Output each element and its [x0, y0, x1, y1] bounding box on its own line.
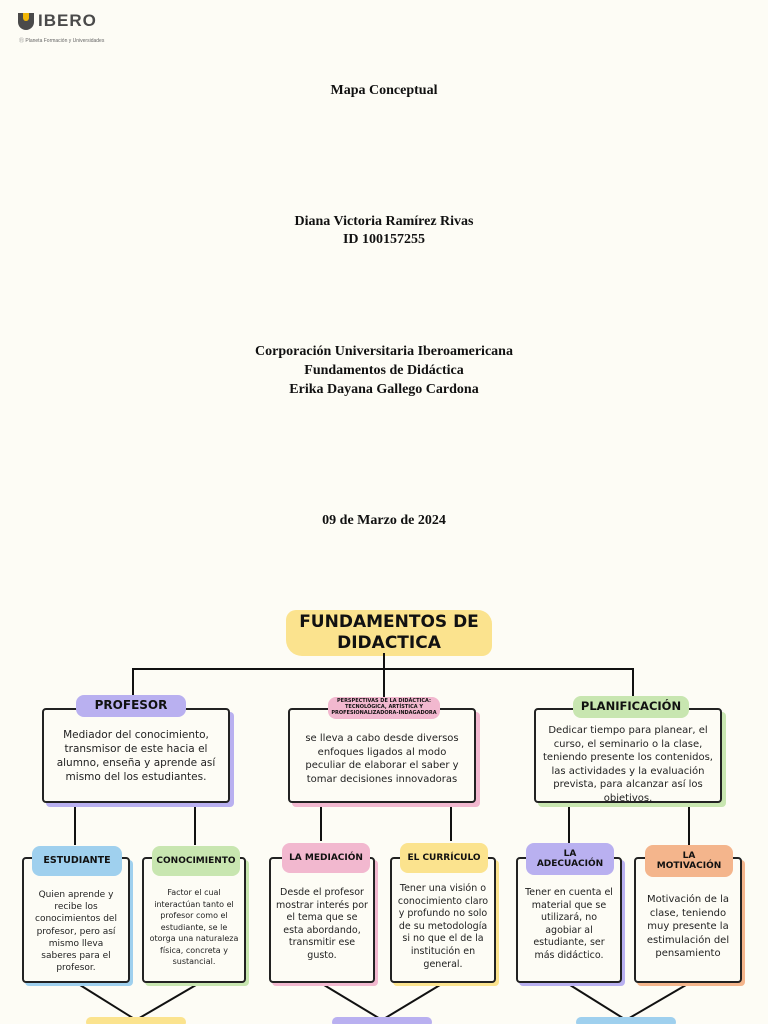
mediacion-box: Desde el profesor mostrar interés por el tema que se esta abordando, transmitir ese gusto. [269, 857, 375, 983]
map-title: FUNDAMENTOS DE DIDACTICA [299, 612, 479, 653]
connector-line [626, 985, 686, 1020]
next-node-highlight [332, 1017, 432, 1024]
connector-line [320, 803, 322, 841]
connector-line [688, 803, 690, 845]
mediacion-label: LA MEDIACIÓN [282, 843, 370, 873]
motivacion-label: LA MOTIVACIÓN [645, 845, 733, 877]
perspectivas-label: PERSPECTIVAS DE LA DIDÁCTICA: TECNOLÓGICA, ARTÍSTICA Y PROFESIONALIZADORA-INDAGADORA [328, 697, 440, 719]
connector-line [383, 653, 385, 669]
institution-name: Corporación Universitaria Iberoamericana [255, 344, 513, 359]
planificacion-box: Dedicar tiempo para planear, el curso, el seminario o la clase, teniendo presente los contenidos, las actividades y la evaluación prevista, para alcanzar así los objetivos. [534, 708, 722, 803]
author-name: Diana Victoria Ramírez Rivas [294, 214, 474, 229]
logo-subtitle: Ⓡ Planeta Formación y Universidades [19, 38, 105, 44]
connector-line [74, 803, 76, 845]
connector-line [632, 668, 634, 698]
connector-line [194, 803, 196, 845]
motivacion-box: Motivación de la clase, teniendo muy presente la estimulación del pensamiento [634, 857, 742, 983]
student-id: ID 100157255 [342, 232, 426, 247]
conocimiento-label: CONOCIMIENTO [152, 846, 240, 876]
profesor-box: Mediador del conocimiento, transmisor de este hacia el alumno, enseña y aprende así mismo del los estudiantes. [42, 708, 230, 803]
teacher-name: Erika Dayana Gallego Cardona [289, 382, 479, 397]
connector-line [324, 985, 382, 1020]
connector-line [136, 985, 196, 1020]
connector-line [570, 985, 626, 1020]
curriculo-label: EL CURRÍCULO [400, 843, 488, 873]
connector-line [382, 985, 440, 1020]
document-date: 09 de Marzo de 2024 [322, 513, 446, 528]
connector-line [132, 668, 134, 698]
adecuacion-box: Tener en cuenta el material que se utilizará, no agobiar al estudiante, ser más didáctico. [516, 857, 622, 983]
conocimiento-box: Factor el cual interactúan tanto el profesor como el estudiante, se le otorga una naturaleza física, concreta y sustancial. [142, 857, 246, 983]
estudiante-label: ESTUDIANTE [32, 846, 122, 876]
ibero-logo-text: IBERO [38, 11, 97, 30]
connector-line [568, 803, 570, 845]
ibero-logo-mark-icon [18, 13, 34, 30]
connector-line [450, 803, 452, 841]
connector-line [383, 668, 385, 698]
profesor-label: PROFESOR [76, 695, 186, 717]
bottom-connectors [0, 980, 768, 1024]
document-title: Mapa Conceptual [330, 83, 438, 98]
adecuacion-label: LA ADECUACIÓN [526, 843, 614, 875]
estudiante-box: Quien aprende y recibe los conocimientos del profesor, pero así mismo lleva saberes para el profesor. [22, 857, 130, 983]
course-name: Fundamentos de Didáctica [304, 363, 464, 378]
next-node-highlight [86, 1017, 186, 1024]
curriculo-box: Tener una visión o conocimiento claro y profundo no solo de su metodología si no que el de la institución en general. [390, 857, 496, 983]
ibero-logo [18, 11, 97, 31]
planificacion-label: PLANIFICACIÓN [573, 696, 689, 718]
perspectivas-box: se lleva a cabo desde diversos enfoques ligados al modo peculiar de elaborar el saber y tomar decisiones innovadoras [288, 708, 476, 803]
connector-line [80, 985, 136, 1020]
next-node-highlight [576, 1017, 676, 1024]
